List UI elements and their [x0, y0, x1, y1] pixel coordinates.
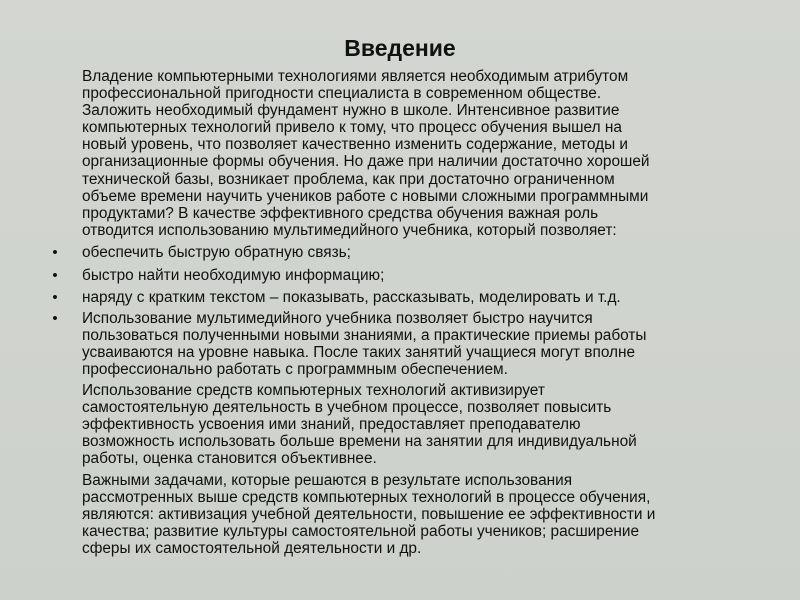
bullet-line: обеспечить быструю обратную связь;: [82, 244, 351, 261]
intro-line: отводится использованию мультимедийного учебника, который позволяет:: [82, 221, 617, 239]
bullet-line: профессионально работать с программным обеспечением.: [82, 361, 508, 379]
bullet-text: [82, 244, 762, 261]
paragraph-line: рассмотренных выше средств компьютерных технологий в процессе обучения,: [82, 489, 651, 507]
bullet-marker: •: [52, 267, 58, 284]
bullet-marker: •: [52, 244, 58, 261]
bullet-line: пользоваться полученными новыми знаниями, а практические приемы работы: [82, 327, 647, 345]
intro-line: Владение компьютерными технологиями является необходимым атрибутом: [82, 68, 629, 85]
paragraph-line: эффективность усвоения ими знаний, предоставляет преподавателю: [82, 416, 581, 434]
paragraph-line: Важными задачами, которые решаются в результате использования: [82, 472, 573, 489]
bullet-line: усваиваются на уровне навыка. После таких занятий учащиеся могут вполне: [82, 344, 636, 362]
paragraph-line: самостоятельную деятельность в учебном процессе, позволяет повысить: [82, 399, 612, 417]
intro-line: технической базы, возникает проблема, как при достаточно ограниченном: [82, 170, 615, 188]
intro-line: объеме времени научить учеников работе с новыми сложными программными: [82, 187, 649, 205]
intro-line: организационные формы обучения. Но даже при наличии достаточно хорошей: [82, 153, 650, 171]
slide-title: Введение: [344, 35, 456, 61]
paragraph-line: являются: активизация учебной деятельности, повышение ее эффективности и: [82, 506, 656, 524]
intro-line: профессиональной пригодности специалиста в современном обществе.: [82, 85, 602, 103]
bullet-marker: •: [52, 289, 58, 306]
intro-line: компьютерных технологий привело к тому, что процесс обучения вышел на: [82, 119, 622, 137]
intro-paragraph: [82, 68, 752, 239]
bullet-line: наряду с кратким текстом – показывать, рассказывать, моделировать и т.д.: [82, 289, 621, 306]
paragraph-line: сферы их самостоятельной деятельности и др.: [82, 540, 422, 558]
bullet-text: [82, 310, 762, 378]
paragraph-line: работы, оценка становится объективнее.: [82, 450, 377, 468]
paragraph-computer-tech: [82, 382, 752, 467]
paragraph-line: качества; развитие культуры самостоятельной работы учеников; расширение: [82, 523, 640, 541]
intro-line: Заложить необходимый фундамент нужно в школе. Интенсивное развитие: [82, 102, 620, 120]
paragraph-line: возможность использовать больше времени на занятии для индивидуальной: [82, 433, 637, 451]
intro-line: новый уровень, что позволяет качественно изменить содержание, методы и: [82, 136, 629, 154]
paragraph-line: Использование средств компьютерных технологий активизирует: [82, 382, 545, 399]
bullet-line: быстро найти необходимую информацию;: [82, 267, 385, 284]
bullet-text: [82, 289, 762, 306]
bullet-marker: •: [52, 310, 58, 327]
bullet-line: Использование мультимедийного учебника позволяет быстро научится: [82, 310, 593, 327]
paragraph-important-tasks: [82, 472, 752, 557]
intro-line: продуктами? В качестве эффективного средства обучения важная роль: [82, 204, 599, 222]
bullet-text: [82, 267, 762, 284]
